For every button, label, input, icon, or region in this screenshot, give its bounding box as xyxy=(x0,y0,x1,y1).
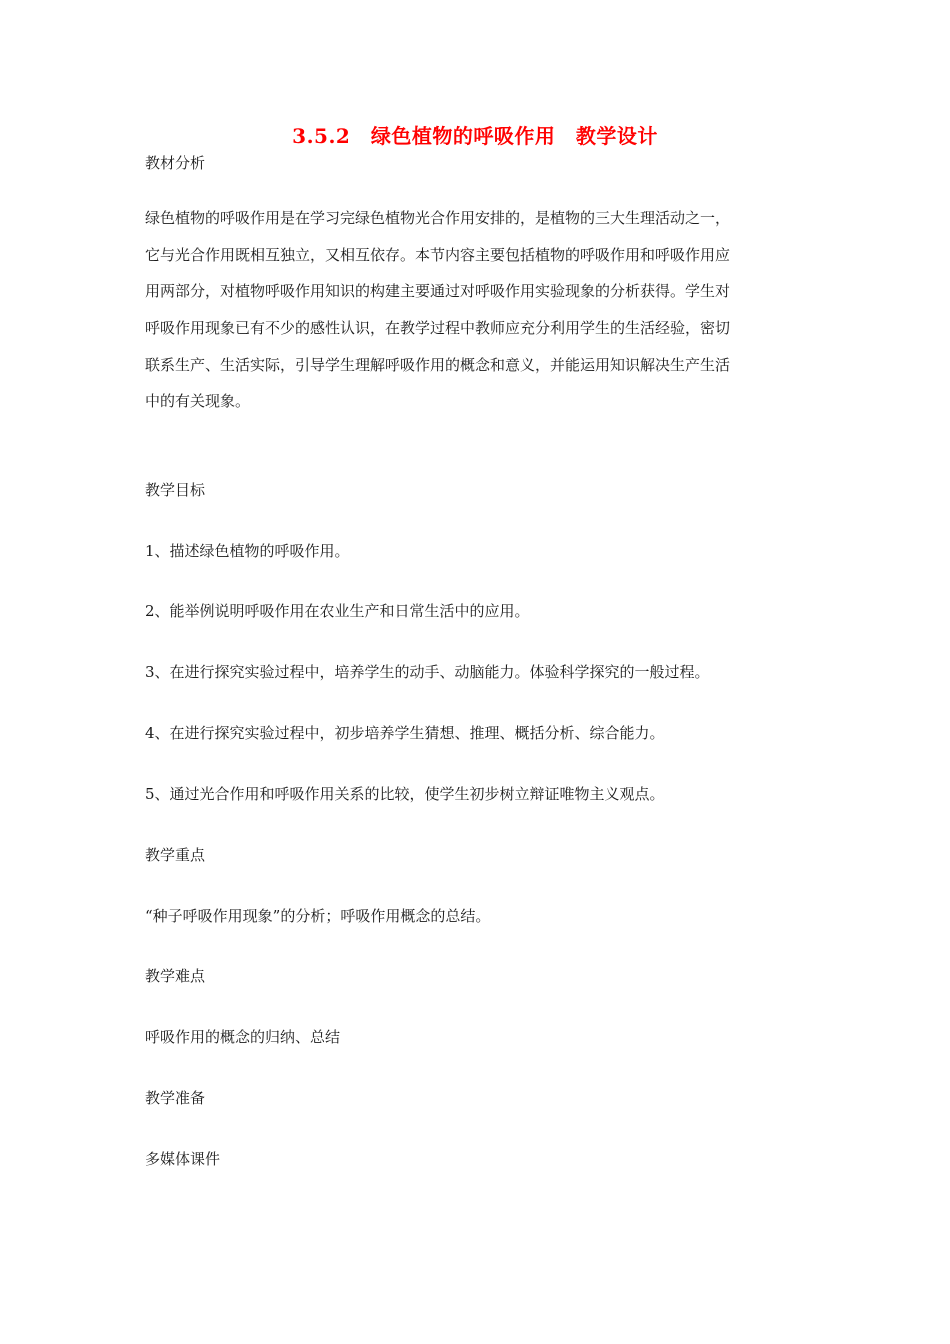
difficulty-text: 呼吸作用的概念的归纳、总结 xyxy=(145,1028,341,1046)
section-heading-prep: 教学准备 xyxy=(145,1089,206,1107)
paragraph-line: 呼吸作用现象已有不少的感性认识，在教学过程中教师应充分利用学生的生活经验，密切 xyxy=(145,319,731,338)
goal-item-1: 1、描述绿色植物的呼吸作用。 xyxy=(145,542,350,560)
document-title: 3.5.2 绿色植物的呼吸作用 教学设计 xyxy=(292,124,658,148)
section-heading-key: 教学重点 xyxy=(145,846,206,864)
section-heading-difficulty: 教学难点 xyxy=(145,967,206,985)
section-heading-goals: 教学目标 xyxy=(145,481,206,499)
paragraph-line: 联系生产、生活实际，引导学生理解呼吸作用的概念和意义，并能运用知识解决生产生活 xyxy=(145,355,731,374)
paragraph-line: 用两部分，对植物呼吸作用知识的构建主要通过对呼吸作用实验现象的分析获得。学生对 xyxy=(145,282,731,301)
paragraph-line: 绿色植物的呼吸作用是在学习完绿色植物光合作用安排的，是植物的三大生理活动之一， xyxy=(145,209,731,227)
goal-item-2: 2、能举例说明呼吸作用在农业生产和日常生活中的应用。 xyxy=(145,602,530,620)
goal-item-4: 4、在进行探究实验过程中，初步培养学生猜想、推理、概括分析、综合能力。 xyxy=(145,724,665,742)
section-heading-analysis: 教材分析 xyxy=(145,154,206,172)
prep-text: 多媒体课件 xyxy=(145,1150,221,1168)
analysis-paragraph xyxy=(145,207,810,427)
key-points-text: “种子呼吸作用现象”的分析；呼吸作用概念的总结。 xyxy=(145,907,491,925)
paragraph-line: 中的有关现象。 xyxy=(145,392,251,411)
goal-item-5: 5、通过光合作用和呼吸作用关系的比较，使学生初步树立辩证唯物主义观点。 xyxy=(145,785,665,803)
paragraph-line: 它与光合作用既相互独立，又相互依存。本节内容主要包括植物的呼吸作用和呼吸作用应 xyxy=(145,245,731,264)
goal-item-3: 3、在进行探究实验过程中，培养学生的动手、动脑能力。体验科学探究的一般过程。 xyxy=(145,663,710,681)
